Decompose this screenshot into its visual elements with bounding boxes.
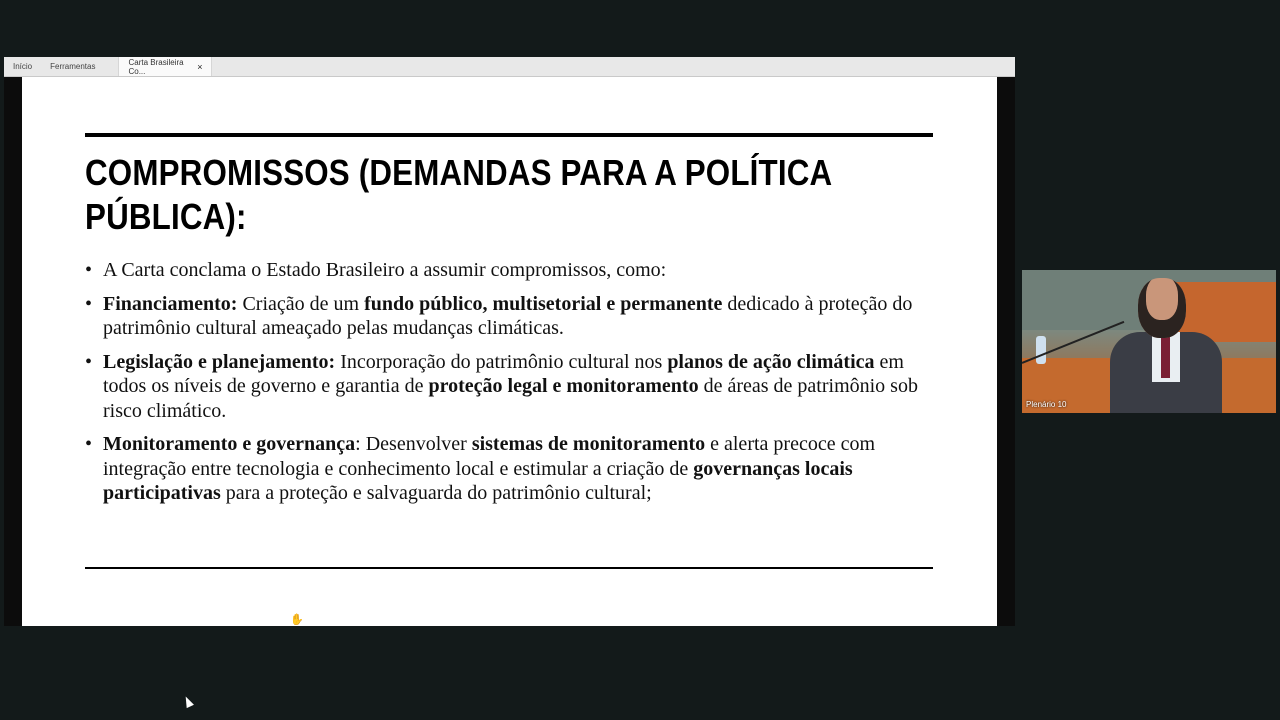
bullet-bold-text: Monitoramento e governança bbox=[103, 433, 356, 455]
bullet-text: para a proteção e salvaguarda do patrimônio cultural; bbox=[220, 482, 652, 504]
bullet-text: dedicado à proteção do patrimônio cultural ameaçado pelas mudanças climáticas. bbox=[103, 292, 913, 339]
tab-inicio[interactable]: Início bbox=[13, 62, 33, 71]
speaker-tie bbox=[1161, 336, 1170, 378]
bullet-text: Criação de um bbox=[237, 292, 365, 315]
bullet-item bbox=[85, 350, 935, 424]
grab-hand-icon: ✋ bbox=[290, 614, 304, 626]
bullet-text: : Desenvolver bbox=[355, 433, 472, 455]
bullet-text: Incorporação do patrimônio cultural nos bbox=[335, 350, 668, 373]
bottom-divider bbox=[85, 567, 933, 569]
bullet-bold-text: proteção legal e monitoramento bbox=[428, 375, 699, 397]
bullet-text: em todos os níveis de governo e garantia de bbox=[103, 350, 904, 397]
bullet-bold-text: fundo público, multisetorial e permanente bbox=[364, 292, 723, 315]
bullet-bold-text: sistemas de monitoramento bbox=[471, 433, 706, 455]
bullet-item bbox=[85, 258, 935, 283]
presentation-window bbox=[4, 57, 1015, 626]
arrow-cursor-icon bbox=[182, 695, 194, 708]
bullet-bold-text: planos de ação climática bbox=[667, 350, 875, 373]
bullet-item bbox=[85, 292, 935, 341]
bullet-bold-text: governanças locais participativas bbox=[103, 457, 853, 504]
bullet-bold-text: Legislação e planejamento: bbox=[103, 350, 336, 373]
tab-ferramentas[interactable]: Ferramentas bbox=[50, 62, 96, 71]
close-icon[interactable]: × bbox=[197, 61, 203, 72]
tab-document[interactable] bbox=[118, 57, 212, 76]
bullet-bold-text: Financiamento: bbox=[103, 292, 238, 315]
bullet-text: A Carta conclama o Estado Brasileiro a assumir compromissos, como: bbox=[103, 259, 667, 281]
bullet-text: e alerta precoce com integração entre tecnologia e conhecimento local e estimular a criação de bbox=[103, 433, 876, 480]
tab-bar bbox=[4, 57, 1015, 77]
webcam-video[interactable] bbox=[1022, 270, 1276, 413]
webcam-label: Plenário 10 bbox=[1026, 400, 1067, 409]
top-divider bbox=[85, 133, 933, 137]
slide-title: COMPROMISSOS (DEMANDAS PARA A POLÍTICA PÚBLICA): bbox=[85, 152, 832, 237]
tab-document-label: Carta Brasileira Co... bbox=[128, 57, 184, 76]
water-bottle-image bbox=[1036, 336, 1046, 364]
bullet-text: de áreas de patrimônio sob risco climático. bbox=[103, 375, 918, 422]
speaker-head bbox=[1138, 278, 1186, 338]
bullet-item bbox=[85, 432, 935, 506]
slide bbox=[22, 77, 997, 626]
bullet-list bbox=[85, 258, 935, 515]
